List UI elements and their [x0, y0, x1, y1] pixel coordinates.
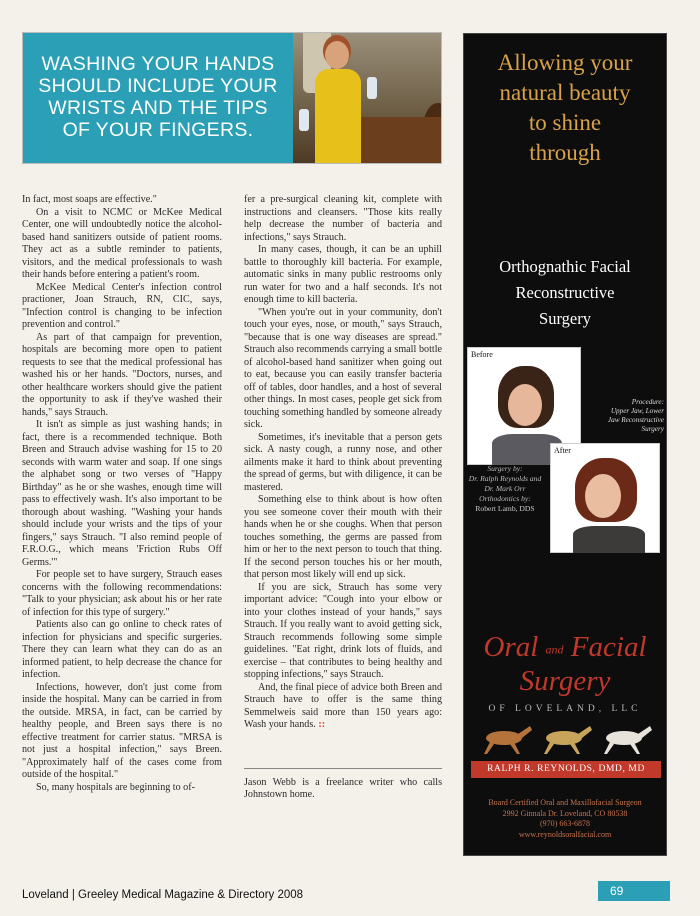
address-line: www.reynoldsoralfacial.com [518, 829, 612, 839]
address-line: (970) 663-6878 [540, 819, 590, 828]
paragraph: Infections, however, don't just come from inside the hospital. Many can be carried in from the outside. MRSA, in fact, can be carried by healthy people, and Breen says there is no effective treatment for carrier status. "MRSA is not just a hospital infection," says Breen. "Approximately half of the cases come from outside of the hospital." [22, 681, 222, 780]
headline-line: WRISTS AND THE TIPS [48, 97, 268, 119]
advertisement [463, 33, 667, 856]
ad-tagline [464, 48, 666, 168]
address-line: 2992 Ginnala Dr. Loveland, CO 80538 [502, 808, 628, 818]
end-mark-icon: :: [318, 719, 326, 730]
surgeon-credits [464, 464, 546, 514]
ad-tagline-line: Allowing your [497, 50, 633, 75]
logo-word: Oral [483, 631, 539, 663]
photo-nurse-with-sanitizer [293, 33, 441, 163]
logo-and: and [545, 642, 564, 657]
after-photo [550, 443, 660, 553]
procedure-line: Upper Jaw, Lower [610, 407, 664, 415]
footer-publication: Loveland | Greeley Medical Magazine & Directory 2008 [22, 889, 304, 901]
paragraph: It isn't as simple as just washing hands; in fact, there is a recommended technique. Both Breen and Strauch advise washing for 15 to 20 seconds with warm water and soap. If one sings the alphabet song or two verses of "Happy Birthday" as he or she washes, enough time will pass to effectively wash. It's also important to be thorough about washing. "Washing your hands should include your wrists and the tips of your fingers," says Strauch. "I also remind people of F.R.O.G., which means 'Friction Rubs Off Germs.'" [22, 419, 222, 568]
logo-word: Surgery [519, 665, 611, 698]
address-line: Board Certified Oral and Maxillofacial Surgeon [488, 798, 642, 807]
paragraph: On a visit to NCMC or McKee Medical Center, one will undoubtedly notice the alcohol-based hand sanitizers outside of patient rooms. They act as a subtle reminder to patients, visitors, and the medical professionals to wash their hands before entering a patient's room. [22, 206, 222, 280]
paragraph: "When you're out in your community, don't touch your eyes, nose, or mouth," says Strauch, "because that is one way diseases are spread." Strauch also recommends carrying a small bottle of alcohol-based hand sanitizer when going out to eat, because you can easily transfer bacteria off of tables, door handles, and a host of several other things. In most cases, people get sick from touching something handled by someone already sick. [244, 306, 442, 430]
paragraph: If you are sick, Strauch has some very important advice: "Cough into your elbow or into your clothes instead of your hands," says Strauch. If you really want to avoid getting sick, Strauch recommends following some simple guidelines. "Eat right, drink lots of fluids, and exercise – that contributes to being healthy and stopping infections," says Strauch. [244, 581, 442, 680]
paragraph: In fact, most soaps are effective." [22, 194, 157, 205]
procedure-note [594, 398, 664, 434]
before-label: Before [471, 350, 493, 359]
article-column-2 [244, 194, 442, 802]
logo-subtitle: OF LOVELAND, LLC [488, 704, 642, 714]
headline-line: SHOULD INCLUDE YOUR [38, 75, 278, 98]
headline [38, 54, 277, 141]
author-bio: Jason Webb is a freelance writer who calls Johnstown home. [244, 776, 442, 800]
paragraph: Sometimes, it's inevitable that a person gets sick. A nasty cough, a runny nose, and other ailments make it hard to think about preventing the spread of germs, but with diligence, it can be mastered. [244, 431, 442, 493]
ad-procedure-title [464, 254, 666, 332]
orthodontics-by-label: Orthodontics by: [479, 494, 531, 503]
logo-word: Facial [570, 631, 647, 663]
ad-procedure-line: Orthognathic Facial [499, 257, 631, 276]
page-number: 69 [598, 881, 670, 901]
doctor-name-bar: RALPH R. REYNOLDS, DMD, MD [471, 761, 661, 778]
surgeons: Dr. Ralph Reynolds and Dr. Mark Orr [468, 474, 542, 493]
ad-tagline-line: natural beauty [499, 80, 631, 105]
headline-line: WASHING YOUR HANDS [41, 53, 275, 76]
practice-logo [464, 631, 666, 697]
paragraph: McKee Medical Center's infection control practioner, Joan Strauch, RN, CIC, says, "Infection control is changing to be infection prevention and control." [22, 281, 222, 330]
headline-line: OF YOUR FINGERS. [62, 118, 254, 141]
paragraph: As part of that campaign for prevention, hospitals are becoming more open to patient requests to see that the medical professional has washed his or her hands. "Doctors, nurses, and other healthcare workers should give the patient the opportunity to ask if they've washed their hands," says Strauch. [22, 331, 222, 418]
article-column-1 [22, 194, 222, 794]
headline-box [22, 32, 442, 164]
procedure-line: Surgery [641, 425, 664, 433]
paragraph [244, 682, 442, 732]
paragraph: For people set to have surgery, Strauch eases concerns with the following recommendations: "Talk to your physician; ask about his or her rate of infection for this type of surgery." [22, 569, 222, 618]
orthodontist: Robert Lamb, DDS [475, 504, 535, 513]
procedure-line: Procedure: [631, 398, 664, 406]
practice-address [464, 798, 666, 840]
after-label: After [554, 446, 571, 455]
headline-panel [23, 33, 293, 163]
paragraph: Patients also can go online to check rates of infection for physicians and specific surgeries. There they can learn what they can do as an informed patient, to help decrease the chance for infection. [22, 619, 222, 680]
ad-procedure-line: Reconstructive [515, 283, 615, 302]
paragraph: Something else to think about is how often you see someone cover their mouth with their hands when he or she coughs. When that person touches something, the germs are passed from him or her to the next person to touch that thing. If the second person touches his or her mouth, that person most likely will end up sick. [244, 494, 442, 580]
procedure-line: Jaw Reconstructive [607, 416, 664, 424]
horses-icon [472, 722, 662, 758]
ad-procedure-line: Surgery [539, 309, 591, 328]
ad-tagline-line: to shine [528, 110, 602, 135]
paragraph-text: And, the final piece of advice both Breen and Strauch have to offer is the same thing Semmelweis said more than 150 years ago: Wash your hands. [244, 681, 442, 730]
paragraph: So, many hospitals are beginning to of- [36, 781, 195, 793]
paragraph: In many cases, though, it can be an uphill battle to thoroughly kill bacteria. For example, automatic sinks in many public restrooms only run water for two and a half seconds. It's not enough time to kill bacteria. [244, 244, 442, 305]
ad-tagline-line: through [529, 140, 601, 165]
divider [244, 768, 442, 769]
surgery-by-label: Surgery by: [487, 464, 523, 473]
paragraph: fer a pre-surgical cleaning kit, complete with instructions and cleansers. "Those kits really help decrease the number of bacteria and infections," says Strauch. [244, 194, 442, 243]
